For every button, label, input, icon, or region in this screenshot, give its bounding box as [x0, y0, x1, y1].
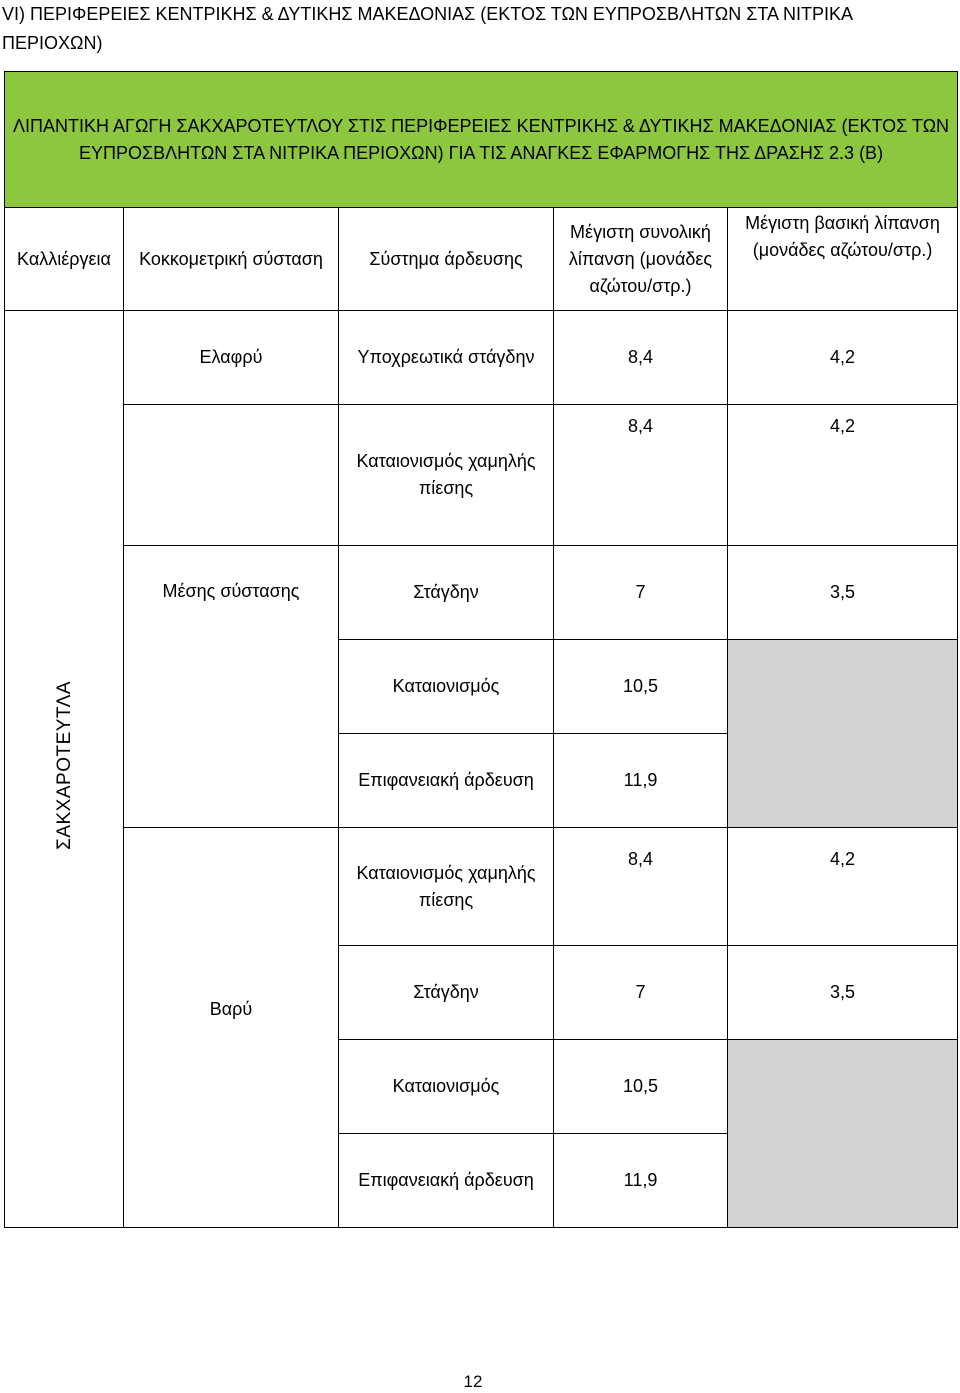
header-max-total — [554, 208, 728, 311]
table-row — [5, 311, 958, 405]
irrigation-cell: Καταιονισμός — [339, 1040, 554, 1134]
soil-light: Ελαφρύ — [124, 311, 339, 405]
table-row — [5, 546, 958, 640]
header-irrigation: Σύστημα άρδευσης — [339, 208, 554, 311]
table-row — [5, 405, 958, 546]
fertilization-table — [4, 71, 958, 1228]
header-max-total-line3: αζώτου/στρ.) — [589, 275, 692, 296]
total-cell: 8,4 — [554, 311, 728, 405]
total-cell: 8,4 — [554, 405, 728, 546]
table-title-line2: ΕΥΠΡΟΣΒΛΗΤΩΝ ΣΤΑ ΝΙΤΡΙΚΑ ΠΕΡΙΟΧΩΝ) ΓΙΑ ΤΙΣ ΑΝΑΓΚΕΣ ΕΦΑΡΜΟΓΗΣ ΤΗΣ ΔΡΑΣΗΣ 2.3 (Β) — [79, 142, 884, 163]
header-max-basic — [728, 208, 958, 311]
header-max-total-line2: λίπανση (μονάδες — [568, 248, 713, 269]
basic-cell-not-applicable — [728, 640, 958, 828]
header-max-basic-line2: (μονάδες αζώτου/στρ.) — [752, 240, 933, 260]
basic-cell: 4,2 — [728, 311, 958, 405]
total-cell: 11,9 — [554, 1134, 728, 1228]
irrigation-cell — [339, 405, 554, 546]
crop-name: ΣΑΚΧΑΡΟΤΕΥΤΛΑ — [53, 680, 75, 850]
irrigation-cell: Επιφανειακή άρδευση — [339, 734, 554, 828]
irrigation-cell: Καταιονισμός — [339, 640, 554, 734]
table-title-line1: ΛΙΠΑΝΤΙΚΗ ΑΓΩΓΗ ΣΑΚΧΑΡΟΤΕΥΤΛΟΥ ΣΤΙΣ ΠΕΡΙΦΕΡΕΙΕΣ ΚΕΝΤΡΙΚΗΣ & ΔΥΤΙΚΗΣ ΜΑΚΕΔΟΝΙΑΣ (ΕΚΤΟΣ ΤΩΝ — [13, 115, 950, 136]
soil-light-continued — [124, 405, 339, 546]
basic-cell: 3,5 — [728, 946, 958, 1040]
total-cell: 11,9 — [554, 734, 728, 828]
irrigation-cell: Στάγδην — [339, 546, 554, 640]
basic-cell-not-applicable — [728, 1040, 958, 1228]
total-cell: 10,5 — [554, 1040, 728, 1134]
irrigation-cell: Υποχρεωτικά στάγδην — [339, 311, 554, 405]
total-cell: 8,4 — [554, 828, 728, 946]
table-header-row — [5, 208, 958, 311]
irrigation-line1: Καταιονισμός χαμηλής — [356, 451, 536, 471]
header-soil: Κοκκομετρική σύσταση — [124, 208, 339, 311]
total-cell: 10,5 — [554, 640, 728, 734]
irrigation-line2: πίεσης — [418, 889, 474, 910]
irrigation-cell: Στάγδην — [339, 946, 554, 1040]
irrigation-line1: Καταιονισμός χαμηλής — [356, 862, 536, 883]
table-row — [5, 828, 958, 946]
basic-cell: 4,2 — [728, 828, 958, 946]
irrigation-line2: πίεσης — [418, 478, 474, 498]
header-max-total-line1: Μέγιστη συνολική — [570, 221, 711, 242]
irrigation-cell: Επιφανειακή άρδευση — [339, 1134, 554, 1228]
total-cell: 7 — [554, 946, 728, 1040]
section-heading: VI) ΠΕΡΙΦΕΡΕΙΕΣ ΚΕΝΤΡΙΚΗΣ & ΔΥΤΙΚΗΣ ΜΑΚΕΔΟΝΙΑΣ (ΕΚΤΟΣ ΤΩΝ ΕΥΠΡΟΣΒΛΗΤΩΝ ΣΤΑ ΝΙΤΡΙΚΑ ΠΕΡΙΟΧΩΝ) — [2, 4, 853, 53]
soil-heavy: Βαρύ — [124, 828, 339, 1228]
header-max-basic-line1: Μέγιστη βασική λίπανση — [745, 213, 940, 233]
table-title — [5, 72, 958, 208]
basic-cell: 3,5 — [728, 546, 958, 640]
irrigation-cell — [339, 828, 554, 946]
page-number: 12 — [463, 1372, 483, 1391]
soil-medium: Μέσης σύστασης — [124, 546, 339, 828]
basic-cell: 4,2 — [728, 405, 958, 546]
header-crop: Καλλιέργεια — [5, 208, 124, 311]
table-banner-row — [5, 72, 958, 208]
crop-cell — [5, 311, 124, 1228]
total-cell: 7 — [554, 546, 728, 640]
